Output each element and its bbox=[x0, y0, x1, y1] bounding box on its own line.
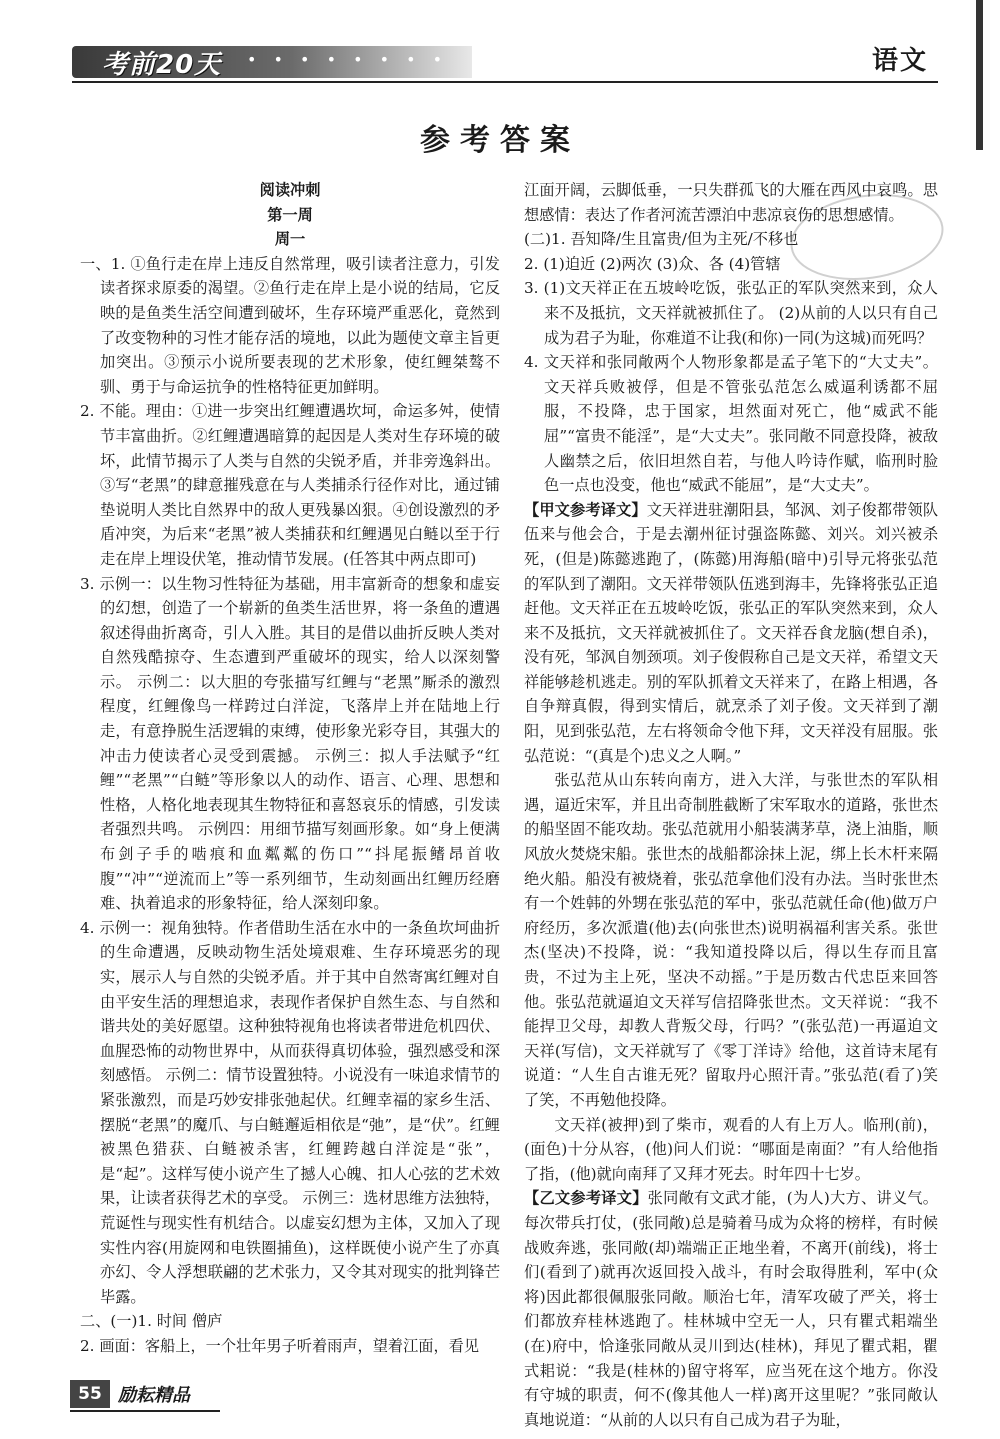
paragraph-text: 3. (1)文天祥正在五坡岭吃饭，张弘正的军队突然来到，众人来不及抵抗，文天祥就被抓住了。 (2)从前的人以只有自己成为君子为耻，你难道不让我(和你)一同(为这城)而死吗？ bbox=[524, 279, 938, 347]
paragraph-text: 文天祥(被押)到了柴市，观看的人有上万人。临刑(前)，(面色)十分从容，(他)问人们说：“哪面是南面？”有人给他指了指，(他)就向南拜了又拜才死去。时年四十七岁。 bbox=[524, 1115, 938, 1183]
header-rule bbox=[72, 81, 938, 83]
paragraph-text: 4. 文天祥和张同敞两个人物形象都是孟子笔下的“大丈夫”。文天祥兵败被俘，但是不管张弘范怎么威逼利诱都不屈服，不投降，忠于国家，坦然面对死亡，他“威武不能屈”“富贵不能淫”，是“大丈夫”。张同敞不同意投降，被敌人幽禁之后，依旧坦然自若，与他人吟诗作赋，临刑时脸色一点也没变，他也“威武不能屈”，是“大丈夫”。 bbox=[524, 353, 938, 495]
footer-rule bbox=[70, 1410, 220, 1412]
answer-paragraph bbox=[80, 203, 500, 228]
page-footer bbox=[70, 1378, 290, 1412]
answer-paragraph bbox=[524, 276, 938, 350]
paragraph-text: 2. 不能。理由：①进一步突出红鲤遭遇坎坷，命运多舛，使情节丰富曲折。②红鲤遭遇暗算的起因是人类对生存环境的破坏，此情节揭示了人类与自然的尖锐矛盾，并非旁逸斜出。③写“老黑”的肆意摧残意在与人类捕杀行径作对比，通过铺垫说明人类比自然界中的敌人更残暴凶狠。④创设激烈的矛盾冲突，为后来“老黑”被人类捕获和红鲤遇见白鲢以至于行走在岸上埋设伏笔，推动情节发展。(任答其中两点即可) bbox=[80, 402, 500, 568]
banner-dots: • • • • • • • • bbox=[247, 50, 449, 69]
paragraph-text: 阅读冲刺 bbox=[259, 181, 321, 199]
banner-title: 考前20天 bbox=[102, 50, 222, 80]
paragraph-text: 张同敞有文武才能，(为人)大方、讲义气。每次带兵打仗，(张同敞)总是骑着马成为众将的榜样，有时候战败奔逃，张同敞(却)端端正正地坐着，不离开(前线)，将士们(看到了)就再次返回投入战斗，有时会取得胜利，军中(众将)因此都很佩服张同敞。顺治七年，清军攻破了严关，将士们都放弃桂林逃跑了。桂林城中空无一人，只有瞿式耜端坐(在)府中，恰逢张同敞从灵川到达(桂林)，拜见了瞿式耜，瞿式耜说：“我是(桂林的)留守将军，应当死在这个地方。你没有守城的职责，何不(像其他人一样)离开这里呢？”张同敞认真地说道：“从前的人以只有自己成为君子为耻， bbox=[524, 1189, 938, 1429]
page-number: 55 bbox=[70, 1380, 110, 1408]
answer-paragraph bbox=[524, 350, 938, 498]
answer-paragraph bbox=[80, 1309, 500, 1334]
subject-label: 语文 bbox=[871, 46, 928, 76]
translation-tag: 【甲文参考译文】 bbox=[524, 500, 647, 519]
paragraph-text: 2. (1)迫近 (2)两次 (3)众、各 (4)管辖 bbox=[524, 254, 781, 273]
paragraph-text: 周一 bbox=[274, 230, 306, 249]
header-banner bbox=[72, 46, 472, 78]
left-column bbox=[80, 178, 500, 1359]
answer-paragraph bbox=[80, 399, 500, 571]
paragraph-text: 江面开阔，云脚低垂，一只失群孤飞的大雁在西风中哀鸣。思想感情：表达了作者河流苦漂泊中悲凉哀伤的思想感情。 bbox=[524, 181, 938, 224]
answer-paragraph bbox=[80, 572, 500, 916]
answer-paragraph bbox=[80, 178, 500, 203]
answer-paragraph bbox=[524, 252, 938, 277]
translation-tag: 【乙文参考译文】 bbox=[524, 1189, 648, 1208]
right-column bbox=[524, 178, 938, 1432]
answer-paragraph bbox=[80, 916, 500, 1310]
answer-paragraph bbox=[80, 1334, 500, 1359]
paragraph-text: 2. 画面：客船上，一个壮年男子听着雨声，望着江面，看见 bbox=[80, 1336, 480, 1355]
page-title: 参考答案 bbox=[420, 123, 580, 158]
answer-paragraph bbox=[524, 1113, 938, 1187]
paragraph-text: 第一周 bbox=[267, 205, 313, 224]
answer-paragraph bbox=[524, 768, 938, 1112]
answer-paragraph bbox=[524, 1186, 938, 1432]
paragraph-text: 3. 示例一：以生物习性特征为基础，用丰富新奇的想象和虚妄的幻想，创造了一个崭新的鱼类生活世界，将一条鱼的遭遇叙述得曲折离奇，引人入胜。其目的是借以曲折反映人类对自然残酷掠夺、生态遭到严重破坏的现实，给人以深刻警示。 示例二：以大胆的夸张描写红鲤与“老黑”厮杀的激烈程度，红鲤像鸟一样跨过白洋淀，飞落岸上并在陆地上行走，有意挣脱生活逻辑的束缚，使形象光彩夺目，其强大的冲击力使读者心灵受到震撼。 示例三：拟人手法赋予“红鲤”“老黑”“白鲢”等形象以人的动作、语言、心理、思想和性格，人格化地表现其生物特征和喜怒哀乐的情感，引发读者强烈共鸣。 示例四：用细节描写刻画形象。如“身上便满布剑子手的啮痕和血粼粼的伤口”“抖尾振鳍昂首收腹”“冲”“逆流而上”等一系列细节，生动刻画出红鲤历经磨难、执着追求的形象特征，给人深刻印象。 bbox=[80, 574, 500, 913]
paragraph-text: 4. 示例一：视角独特。作者借助生活在水中的一条鱼坎坷曲折的生命遭遇，反映动物生活处境艰难、生存环境恶劣的现实，展示人与自然的尖锐矛盾。并于其中自然寄寓红鲤对自由平安生活的理想追求，表现作者保护自然生态、与自然和谐共处的美好愿望。这种独特视角也将读者带进危机四伏、血腥恐怖的动物世界中，从而获得真切体验，强烈感受和深刻感悟。 示例二：情节设置独特。小说没有一味追求情节的紧张激烈，而是巧妙安排张弛起伏。红鲤幸福的家乡生活、摆脱“老黑”的魔爪、与白鲢邂逅相依是“弛”，是“伏”。红鲤被黑色猎获、白鲢被杀害，红鲤跨越白洋淀是“张”，是“起”。这样写使小说产生了撼人心魄、扣人心弦的艺术效果，让读者获得艺术的享受。 示例三：选材思维方法独特，荒诞性与现实性有机结合。以虚妄幻想为主体，又加入了现实性内容(用旋网和电铁圈捕鱼)，这样既使小说产生了亦真亦幻、令人浮想联翩的艺术张力，又令其对现实的批判锋芒毕露。 bbox=[80, 918, 500, 1306]
answer-paragraph bbox=[524, 178, 938, 227]
paragraph-text: 一、1. ①鱼行走在岸上违反自然常理，吸引读者注意力，引发读者探求原委的渴望。②鱼行走在岸上是小说的结局，它反映的是鱼类生活空间遭到破坏，生存环境严重恶化，竟然到了改变物种的习性才能存活的境地，以此为题使文章主旨更加突出。③预示小说所要表现的艺术形象，使红鲤桀骜不驯、勇于与命运抗争的性格特征更加鲜明。 bbox=[80, 254, 500, 396]
answer-paragraph bbox=[524, 498, 938, 769]
paragraph-text: 文天祥进驻潮阳县，邹沨、刘子俊都带领队伍来与他会合，于是去潮州征讨强盗陈懿、刘兴。刘兴被杀死，(但是)陈懿逃跑了，(陈懿)用海船(暗中)引导元将张弘范的军队到了潮阳。文天祥带领队伍逃到海丰，先锋将张弘正追赶他。文天祥正在五坡岭吃饭，张弘正的军队突然来到，众人来不及抵抗，文天祥就被抓住了。文天祥吞食龙脑(想自杀)，没有死，邹沨自刎颈项。刘子俊假称自己是文天祥，希望文天祥能够趁机逃走。别的军队抓着文天祥来了，在路上相遇，各自争辩真假，得到实情后，就烹杀了刘子俊。文天祥到了潮阳，见到张弘范，左右将领命令他下拜，文天祥没有屈服。张弘范说：“(真是个)忠义之人啊。” bbox=[524, 500, 939, 765]
answer-paragraph bbox=[80, 252, 500, 400]
page-header bbox=[72, 40, 938, 82]
answer-paragraph bbox=[524, 227, 938, 252]
answer-paragraph bbox=[80, 227, 500, 252]
paragraph-text: 张弘范从山东转向南方，进入大洋，与张世杰的军队相遇，逼近宋军，并且出奇制胜截断了宋军取水的道路，张世杰的船坚固不能攻劫。张弘范就用小船装满茅草，浇上油脂，顺风放火焚烧宋船。张世杰的战船都涂抹上泥，绑上长木杆来隔绝火船。船没有被烧着，张弘范拿他们没有办法。当时张世杰有一个姓韩的外甥在张弘范的军中，张弘范就任命(他)做万户府经历，多次派遣(他)去(向张世杰)说明祸福利害关系。张世杰(坚决)不投降，说：“我知道投降以后，得以生存而且富贵，不过为主上死，坚决不动摇。”于是历数古代忠臣来回答他。张弘范就逼迫文天祥写信招降张世杰。文天祥说：“我不能捍卫父母，却教人背叛父母，行吗？”(张弘范)一再逼迫文天祥(写信)，文天祥就写了《零丁洋诗》给他，这首诗末尾有说道：“人生自古谁无死？留取丹心照汗青。”张弘范(看了)笑了笑，不再勉他投降。 bbox=[524, 771, 938, 1109]
brand-logo: 励耘精品 bbox=[118, 1385, 190, 1406]
paragraph-text: (二)1. 吾知降/生且富贵/但为主死/不移也 bbox=[524, 230, 799, 249]
paragraph-text: 二、(一)1. 时间 僧庐 bbox=[80, 1312, 223, 1331]
